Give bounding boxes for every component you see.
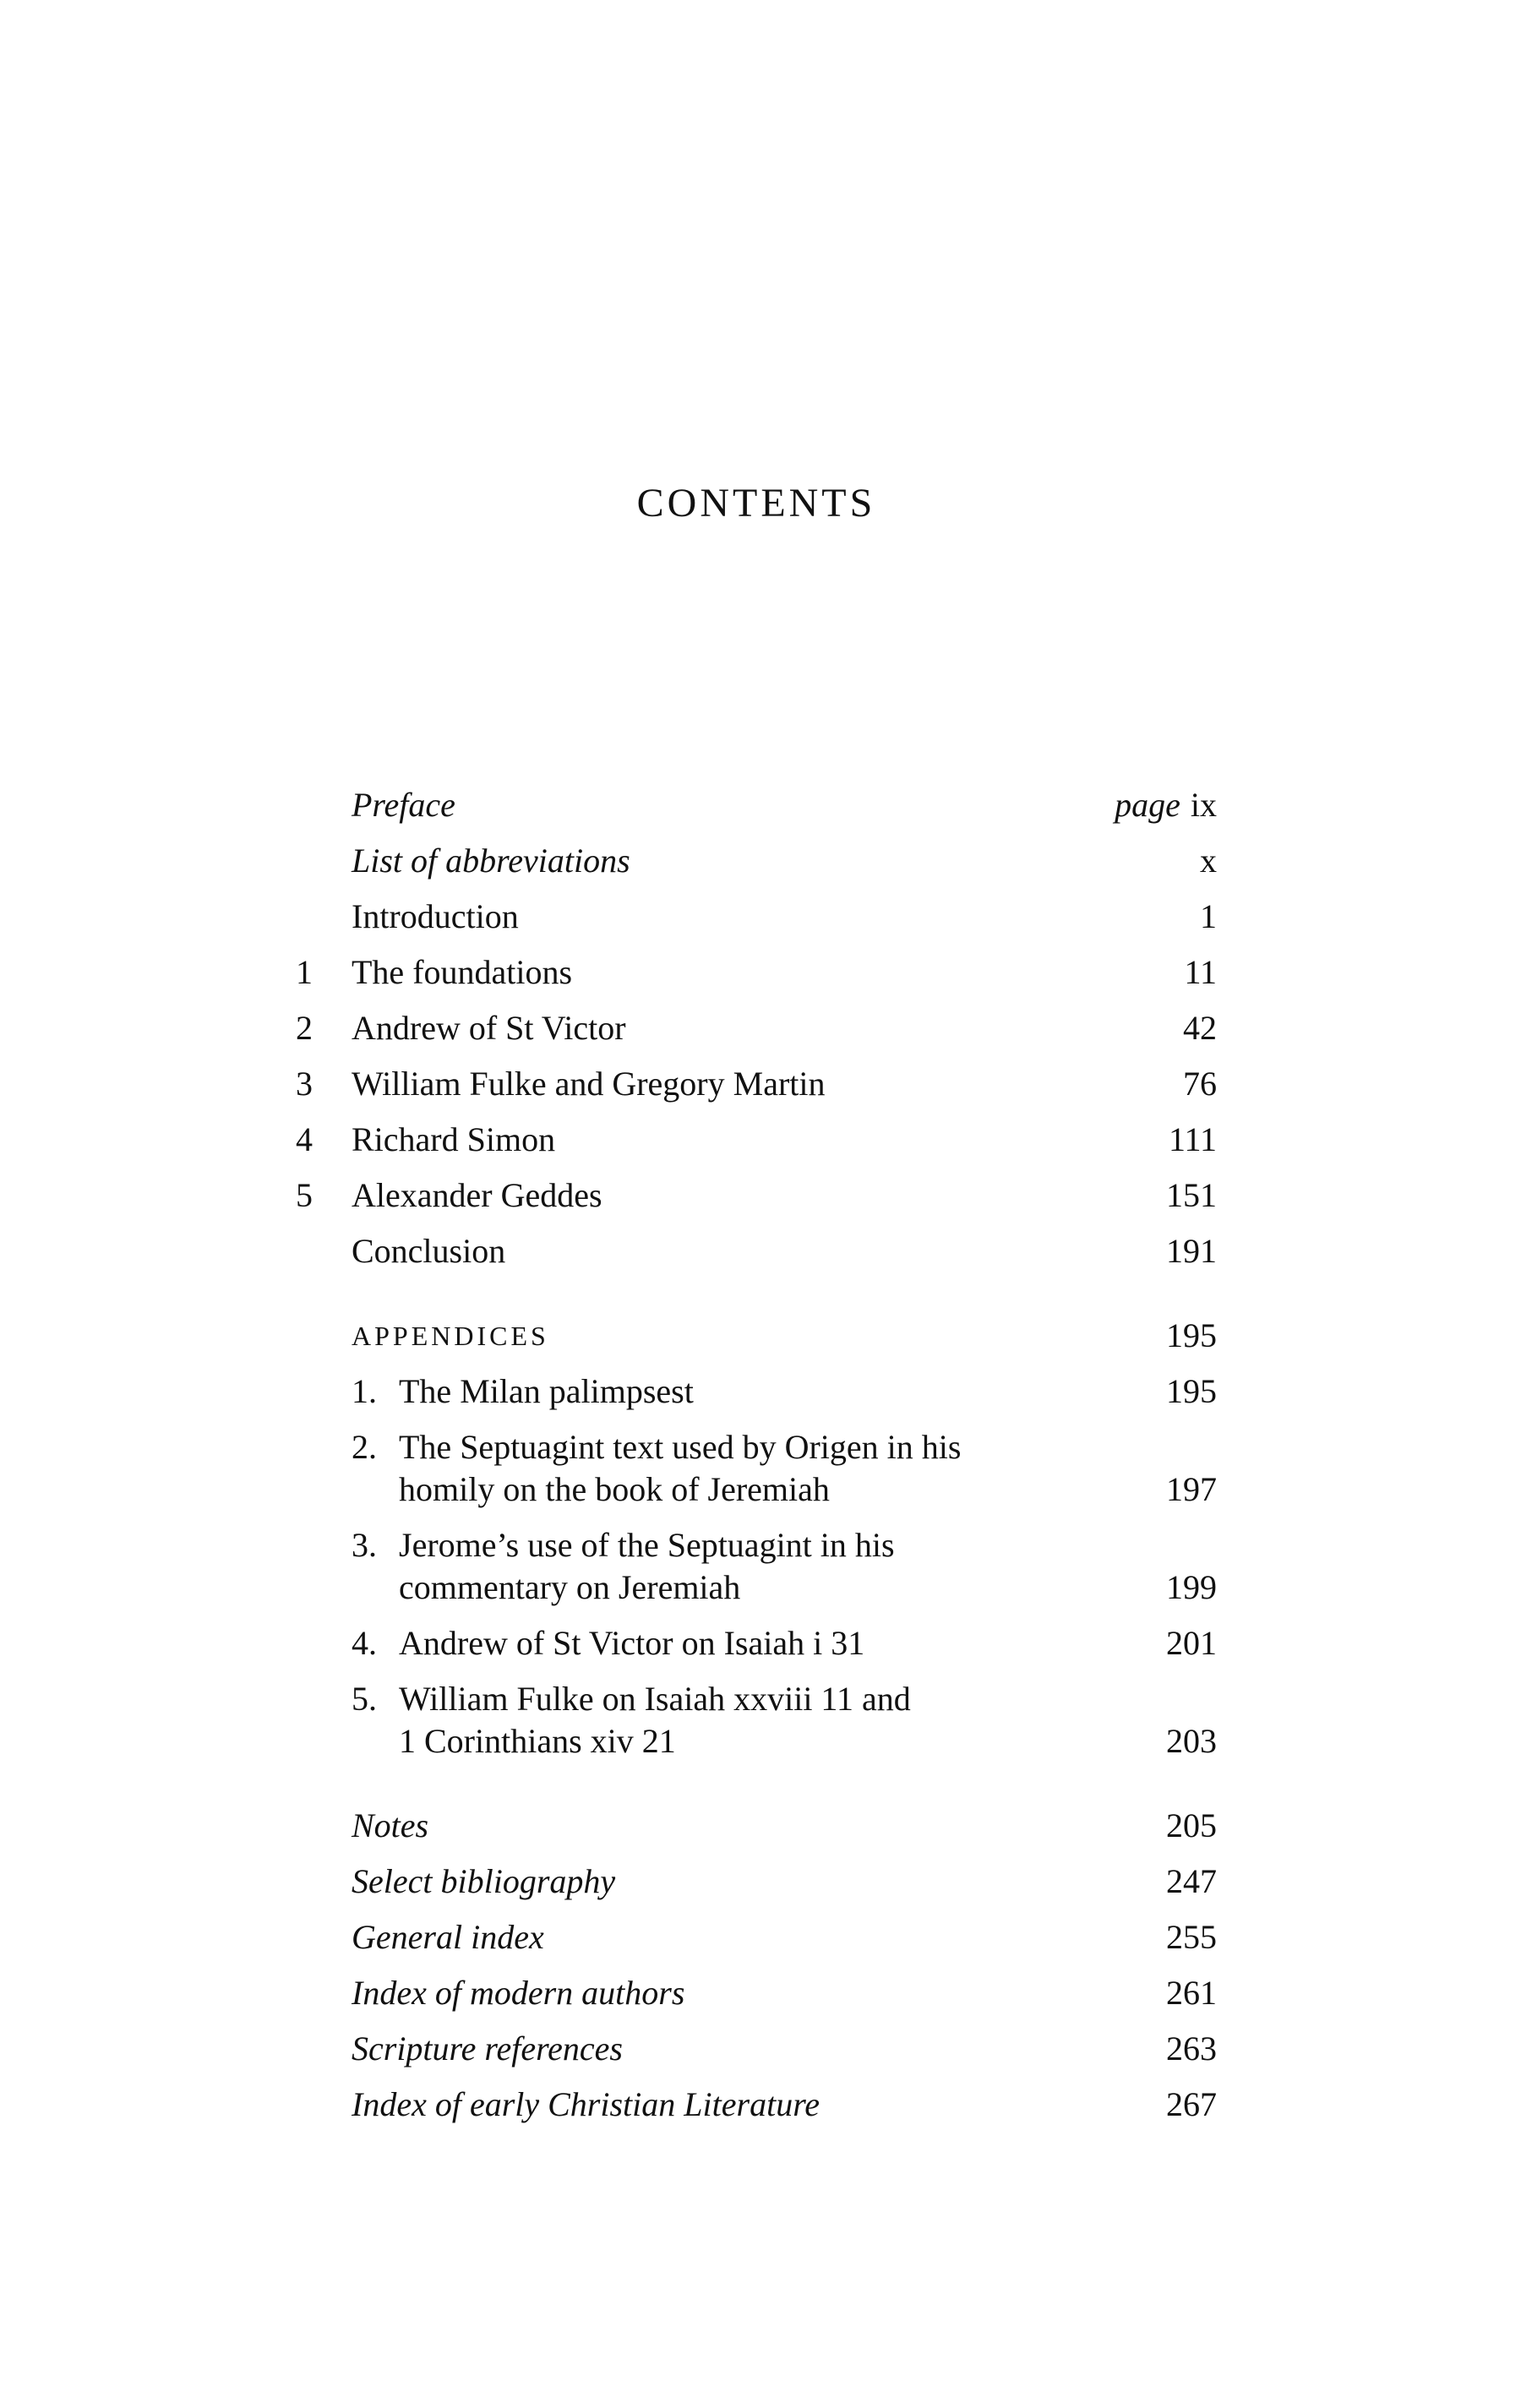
appendix-number: 2. [352,1428,377,1466]
appendix-title [399,1622,1075,1664]
entry-title: Index of modern authors [352,1974,685,2012]
table-of-contents [287,777,1217,2133]
entry-page [1115,777,1217,833]
entry-page: 195 [1166,1372,1217,1410]
entry-page: 203 [1166,1722,1217,1760]
toc-entry-modern-authors-index[interactable] [287,1965,1217,2021]
entry-title: Preface [352,786,455,824]
toc-entry-appendix-5[interactable] [287,1671,1217,1769]
entry-page: 267 [1166,2085,1217,2123]
entry-page: x [1200,842,1217,880]
appendix-number: 4. [352,1624,377,1662]
entry-title: General index [352,1918,544,1956]
entry-page: 191 [1166,1232,1217,1270]
section-spacer [287,1279,1217,1308]
entry-page: 42 [1183,1009,1217,1047]
appendix-title-line: Andrew of St Victor on Isaiah i 31 [399,1624,865,1662]
toc-entry-chapter-1[interactable] [287,945,1217,1000]
entry-page: 11 [1184,953,1217,991]
entry-title: Andrew of St Victor [352,1009,626,1047]
chapter-number: 3 [296,1065,313,1103]
appendix-title [399,1524,1075,1609]
appendix-title-line: homily on the book of Jeremiah [399,1470,830,1508]
toc-entry-early-christian-index[interactable] [287,2077,1217,2133]
entry-page: 261 [1166,1974,1217,2012]
toc-entry-appendix-3[interactable] [287,1517,1217,1615]
toc-entry-general-index[interactable] [287,1910,1217,1965]
entry-title: Conclusion [352,1232,506,1270]
appendix-title [399,1426,1075,1511]
entry-title: The foundations [352,953,573,991]
toc-entry-appendix-4[interactable] [287,1615,1217,1671]
toc-entry-preface[interactable] [287,777,1217,833]
chapter-number: 1 [296,953,313,991]
entry-title: Index of early Christian Literature [352,2085,820,2123]
toc-entry-appendices[interactable] [287,1308,1217,1364]
appendix-title-line: The Milan palimpsest [399,1372,694,1410]
toc-entry-scripture-references[interactable] [287,2021,1217,2077]
appendix-number: 5. [352,1680,377,1718]
entry-page: 255 [1166,1918,1217,1956]
chapter-number: 2 [296,1009,313,1047]
entry-title: William Fulke and Gregory Martin [352,1065,826,1103]
page-title: CONTENTS [636,481,876,526]
chapter-number: 4 [296,1120,313,1158]
entry-page: 197 [1166,1470,1217,1508]
toc-entry-appendix-2[interactable] [287,1419,1217,1517]
toc-entry-notes[interactable] [287,1798,1217,1854]
entry-title: List of abbreviations [352,842,630,880]
toc-entry-bibliography[interactable] [287,1854,1217,1910]
toc-entry-conclusion[interactable] [287,1223,1217,1279]
toc-entry-abbreviations[interactable] [287,833,1217,889]
appendix-title-line: Jerome’s use of the Septuagint in his [399,1526,895,1564]
entry-page: 195 [1166,1316,1217,1354]
appendix-title [399,1678,1075,1762]
entry-page: 1 [1200,897,1217,935]
toc-entry-chapter-4[interactable] [287,1112,1217,1168]
entry-title: Richard Simon [352,1120,556,1158]
appendix-title-line: The Septuagint text used by Origen in his [399,1428,962,1466]
page-prefix: page [1115,786,1180,824]
toc-entry-chapter-3[interactable] [287,1056,1217,1112]
entry-title: Select bibliography [352,1862,616,1900]
appendices-heading: APPENDICES [352,1321,549,1351]
toc-entry-chapter-5[interactable] [287,1168,1217,1223]
entry-title: Introduction [352,897,519,935]
chapter-number: 5 [296,1176,313,1214]
entry-title: Scripture references [352,2029,623,2068]
entry-page: 247 [1166,1862,1217,1900]
appendix-title-line: commentary on Jeremiah [399,1568,741,1606]
appendix-number: 3. [352,1526,377,1564]
entry-page: 111 [1168,1120,1217,1158]
entry-page: 199 [1166,1568,1217,1606]
entry-page: 263 [1166,2029,1217,2068]
toc-entry-chapter-2[interactable] [287,1000,1217,1056]
entry-page: 76 [1183,1065,1217,1103]
entry-title: Notes [352,1806,429,1844]
toc-entry-appendix-1[interactable] [287,1364,1217,1419]
page-number: ix [1190,786,1217,824]
entry-title: Alexander Geddes [352,1176,602,1214]
appendix-title-line: 1 Corinthians xiv 21 [399,1722,676,1760]
entry-page: 151 [1166,1176,1217,1214]
appendix-title [399,1370,1075,1413]
appendix-number: 1. [352,1372,377,1410]
entry-page: 205 [1166,1806,1217,1844]
section-spacer [287,1769,1217,1798]
entry-page: 201 [1166,1624,1217,1662]
toc-entry-introduction[interactable] [287,889,1217,945]
appendix-title-line: William Fulke on Isaiah xxviii 11 and [399,1680,911,1718]
